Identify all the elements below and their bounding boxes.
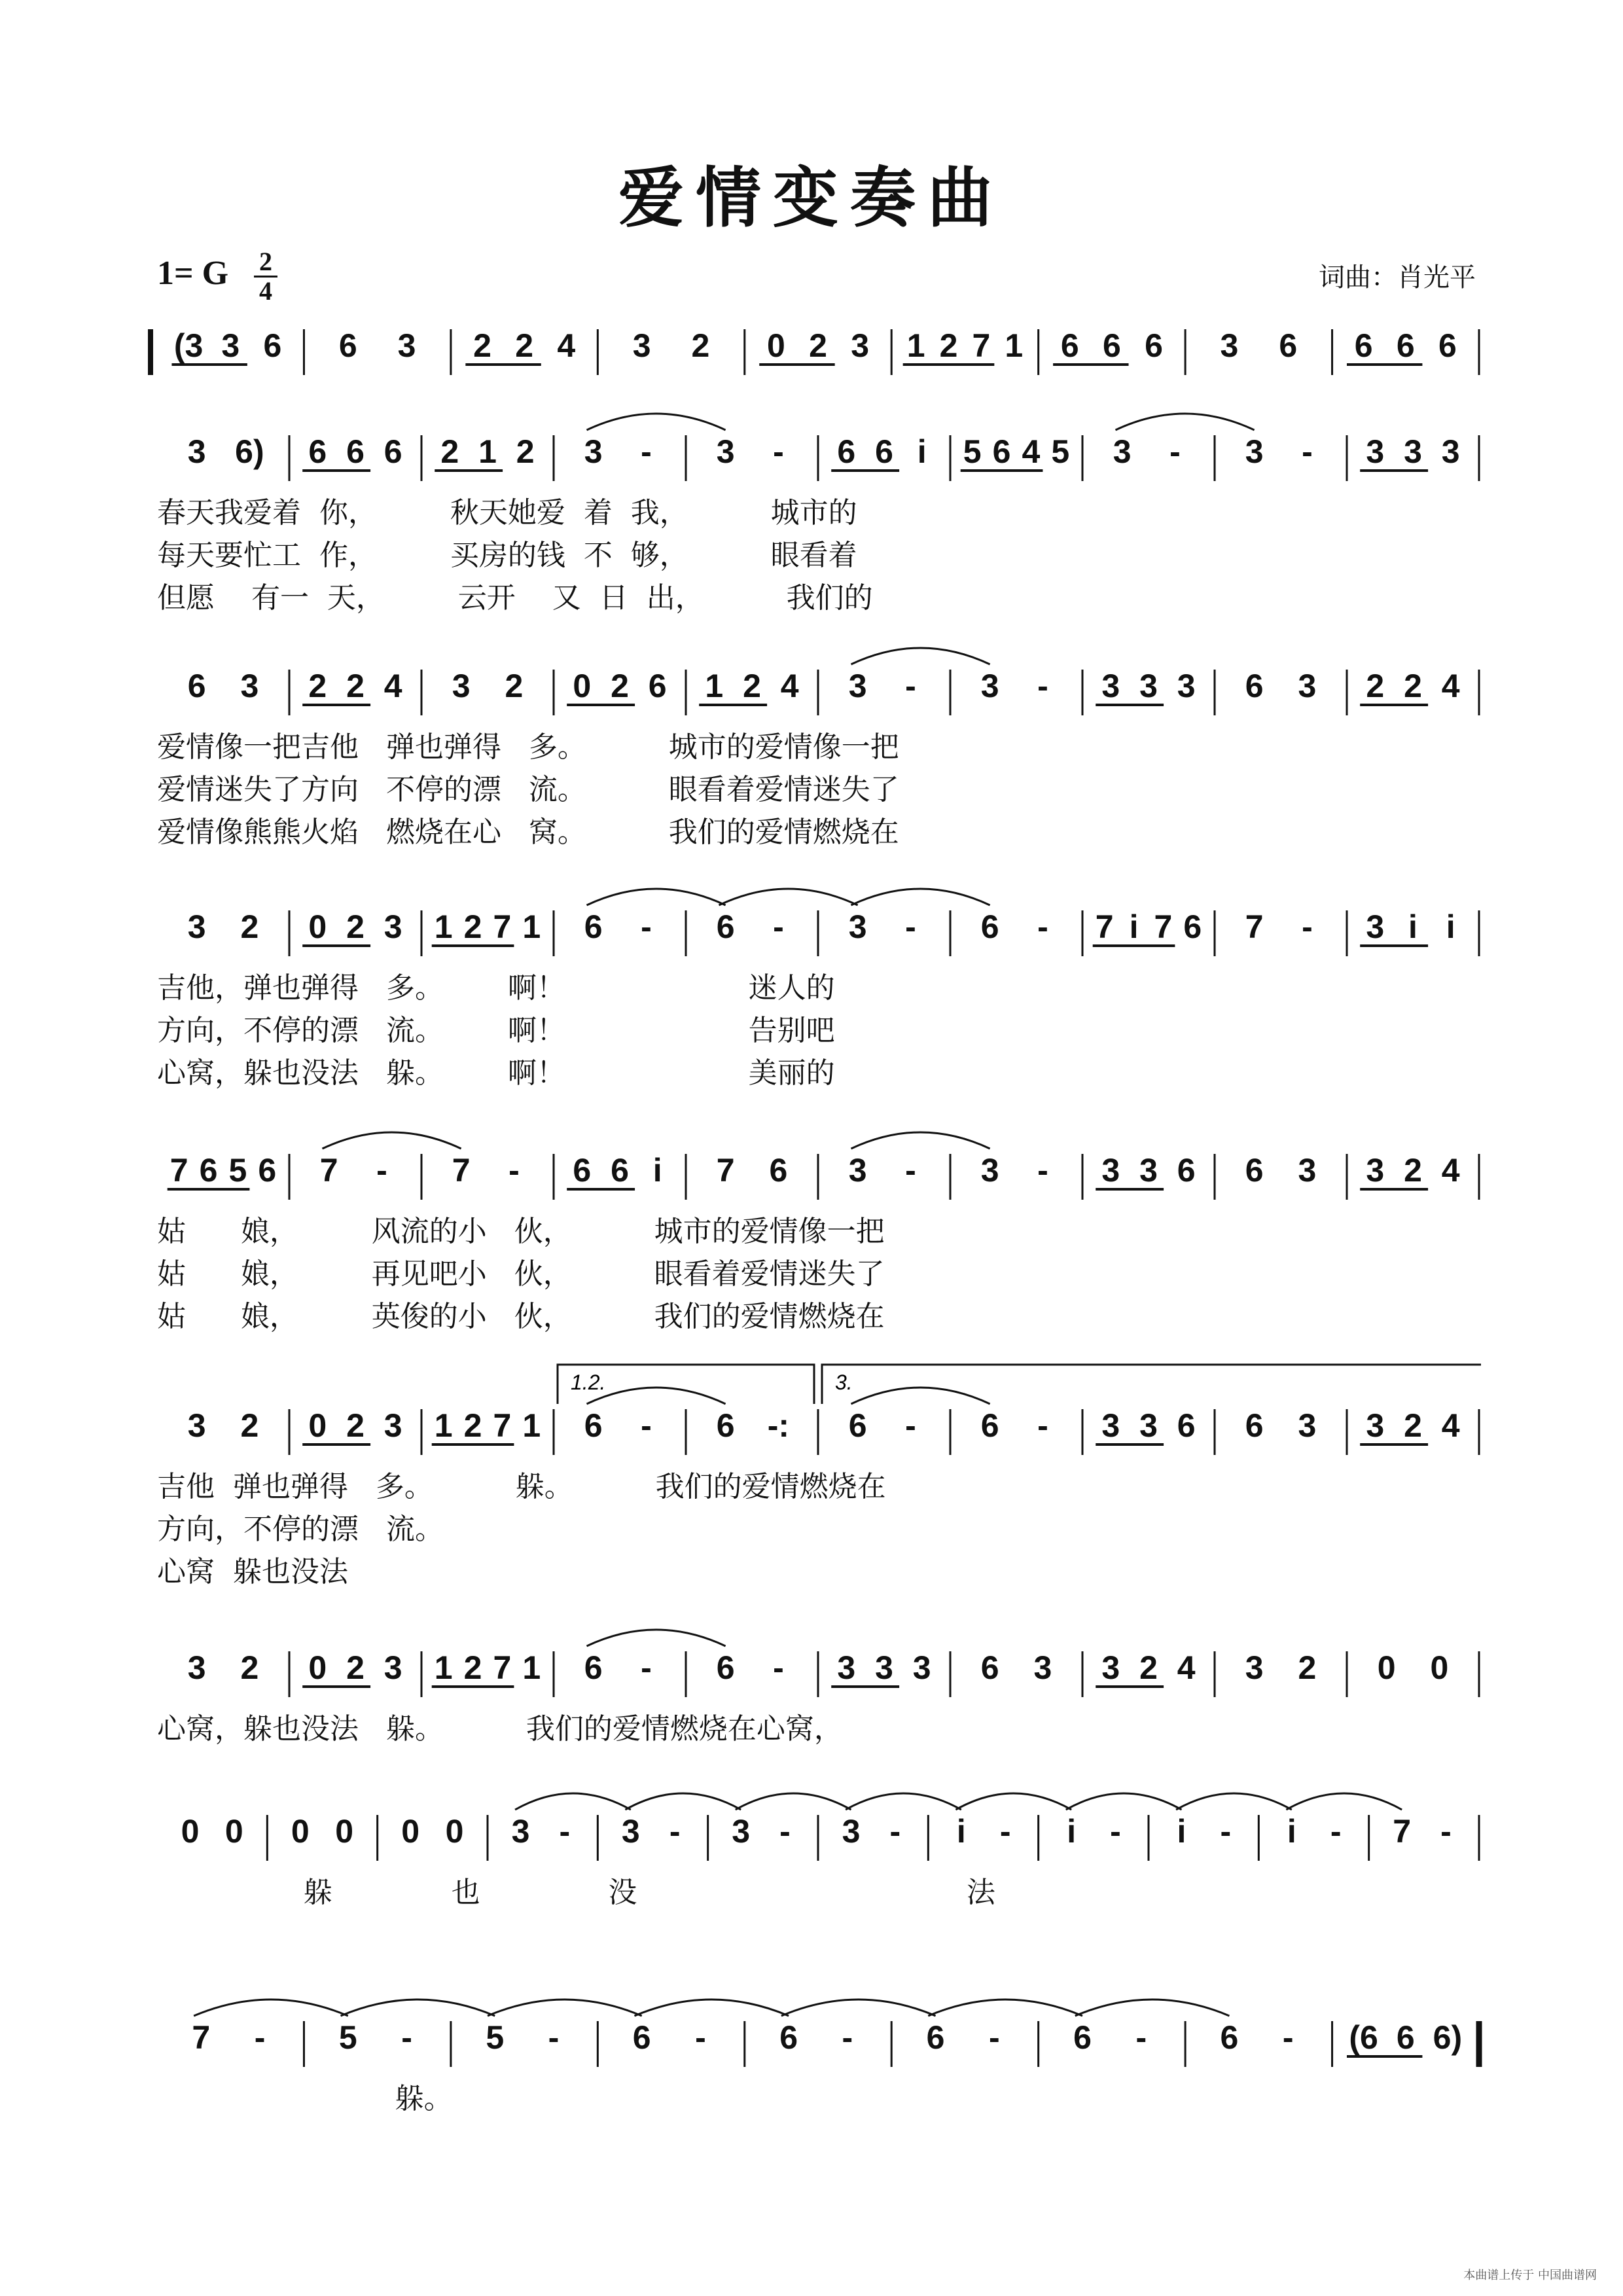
jianpu-note: 6: [980, 908, 999, 945]
jianpu-note: -: [905, 908, 916, 945]
slur-arc: [1066, 1793, 1182, 1810]
volta-second-ending-label: 3.: [835, 1371, 853, 1394]
jianpu-note: 3: [1101, 1649, 1120, 1686]
jianpu-note: 0: [308, 908, 327, 945]
lyric-line: 心窝，躲也没法 躲。 啊！ 美丽的: [157, 1056, 835, 1090]
jianpu-note: -: [1302, 433, 1313, 470]
slur-arc: [851, 1132, 990, 1149]
jianpu-note: 2: [809, 327, 827, 364]
slur-arc: [1075, 2000, 1230, 2016]
jianpu-note: -: [1282, 2019, 1294, 2056]
jianpu-note: 6: [980, 1649, 999, 1686]
jianpu-note: 6: [573, 1152, 592, 1189]
jianpu-note: 4: [557, 327, 576, 364]
jianpu-note: -: [641, 433, 652, 470]
jianpu-note: 3: [240, 668, 259, 704]
jianpu-note: 2: [463, 1407, 482, 1444]
jianpu-note: 3: [1366, 1407, 1385, 1444]
jianpu-note: -: [773, 1649, 784, 1686]
jianpu-note: 2: [1404, 1407, 1422, 1444]
jianpu-note: 6): [1433, 2019, 1463, 2056]
jianpu-note: 3: [848, 1152, 867, 1189]
slur-arc: [781, 2000, 936, 2016]
jianpu-note: 6: [308, 433, 327, 470]
jianpu-note: 3: [511, 1813, 530, 1850]
notation-row: [151, 327, 1479, 375]
jianpu-note: 6: [632, 2019, 651, 2056]
jianpu-note: 3: [842, 1813, 861, 1850]
jianpu-note: 2: [516, 433, 535, 470]
lyric-line: 爱情迷失了方向 不停的漂 流。 眼看着爱情迷失了: [157, 773, 899, 806]
jianpu-note: -: [773, 908, 784, 945]
jianpu-note: -: [999, 1813, 1011, 1850]
jianpu-note: -: [989, 2019, 1000, 2056]
time-top: 2: [259, 247, 272, 276]
jianpu-note: 6: [779, 2019, 798, 2056]
jianpu-note: -:: [767, 1407, 790, 1444]
jianpu-note: 2: [1139, 1649, 1158, 1686]
jianpu-note: 3: [1139, 1407, 1158, 1444]
jianpu-note: 6: [584, 908, 603, 945]
jianpu-note: 6: [346, 433, 365, 470]
jianpu-note: 5: [338, 2019, 357, 2056]
slur-arc: [634, 2000, 789, 2016]
jianpu-note: 0: [291, 1813, 310, 1850]
jianpu-note: 6: [1279, 327, 1298, 364]
jianpu-note: i: [1177, 1813, 1186, 1850]
jianpu-note: 3: [221, 327, 240, 364]
jianpu-note: 0: [1430, 1649, 1449, 1686]
lyric-line: 吉他 弹也弹得 多。 躲。 我们的爱情燃烧在: [157, 1470, 886, 1503]
jianpu-note: 3: [1220, 327, 1239, 364]
jianpu-note: 4: [1441, 1152, 1460, 1189]
jianpu-note: 2: [463, 908, 482, 945]
jianpu-note: 7: [1095, 908, 1114, 945]
jianpu-note: 0: [181, 1813, 200, 1850]
jianpu-note: -: [773, 433, 784, 470]
jianpu-note: i: [917, 433, 927, 470]
jianpu-note: 3: [848, 908, 867, 945]
jianpu-note: -: [508, 1152, 520, 1189]
lyric-line: 每天要忙工 作， 买房的钱 不 够， 眼看着: [157, 539, 857, 572]
jianpu-note: 7: [192, 2019, 211, 2056]
slur-arc: [851, 1388, 990, 1404]
lyric-line: 心窝，躲也没法 躲。 我们的爱情燃烧在心窝，: [157, 1712, 843, 1746]
jianpu-note: 3: [980, 1152, 999, 1189]
jianpu-note: 6: [926, 2019, 945, 2056]
jianpu-note: -: [905, 1152, 916, 1189]
lyric-line: 方向，不停的漂 流。 啊！ 告别吧: [157, 1014, 835, 1047]
jianpu-note: 3: [1177, 668, 1196, 704]
slur-arc: [625, 1793, 741, 1810]
jianpu-note: i: [1067, 1813, 1077, 1850]
jianpu-note: i: [1287, 1813, 1296, 1850]
jianpu-note: 6: [716, 1649, 735, 1686]
jianpu-note: 3: [1245, 433, 1264, 470]
jianpu-note: 3: [1298, 1407, 1317, 1444]
jianpu-note: 3: [383, 1649, 402, 1686]
jianpu-note: 6: [199, 1152, 218, 1189]
jianpu-note: 1: [434, 1407, 453, 1444]
notation-row: [151, 648, 1479, 715]
jianpu-note: 7: [493, 1649, 512, 1686]
jianpu-note: -: [401, 2019, 412, 2056]
jianpu-note: 5: [1051, 433, 1070, 470]
slur-arc: [851, 889, 990, 905]
slur-arc: [719, 889, 858, 905]
jianpu-note: 2: [463, 1649, 482, 1686]
jianpu-note: 3: [848, 668, 867, 704]
jianpu-note: -: [1037, 908, 1048, 945]
jianpu-note: 1: [434, 908, 453, 945]
jianpu-note: (3: [173, 327, 204, 364]
jianpu-note: 3: [632, 327, 651, 364]
slur-arc: [928, 2000, 1082, 2016]
jianpu-note: 3: [1033, 1649, 1052, 1686]
jianpu-note: 7: [1393, 1813, 1412, 1850]
jianpu-note: -: [889, 1813, 901, 1850]
jianpu-note: 7: [1154, 908, 1173, 945]
jianpu-note: 2: [1366, 668, 1385, 704]
jianpu-note: -: [695, 2019, 706, 2056]
jianpu-note: -: [1037, 1407, 1048, 1444]
jianpu-note: 6: [1245, 668, 1264, 704]
jianpu-note: 1: [434, 1649, 453, 1686]
jianpu-note: 3: [716, 433, 735, 470]
jianpu-note: 3: [1101, 668, 1120, 704]
jianpu-note: 6: [716, 1407, 735, 1444]
jianpu-note: 5: [963, 433, 982, 470]
lyric-line: 爱情像一把吉他 弹也弹得 多。 城市的爱情像一把: [157, 730, 899, 764]
jianpu-note: 3: [1298, 668, 1317, 704]
jianpu-note: 3: [1441, 433, 1460, 470]
jianpu-note: 6: [383, 433, 402, 470]
jianpu-note: 3: [1366, 433, 1385, 470]
jianpu-note: 3: [1101, 1152, 1120, 1189]
slur-arc: [587, 1388, 726, 1404]
jianpu-note: -: [641, 1649, 652, 1686]
slur-arc: [1286, 1793, 1402, 1810]
jianpu-note: 3: [383, 908, 402, 945]
notation-row: [151, 1630, 1479, 1697]
jianpu-note: 7: [716, 1152, 735, 1189]
jianpu-note: 3: [875, 1649, 893, 1686]
jianpu-note: 4: [780, 668, 799, 704]
jianpu-note: 6: [263, 327, 282, 364]
jianpu-note: 3: [912, 1649, 931, 1686]
lyric-line: 方向，不停的漂 流。: [157, 1513, 444, 1546]
jianpu-note: 2: [240, 1407, 259, 1444]
slur-arc: [587, 889, 726, 905]
jianpu-note: 6: [1177, 1407, 1196, 1444]
jianpu-note: 0: [308, 1407, 327, 1444]
song-title: 爱情变奏曲: [618, 159, 1005, 236]
jianpu-note: 6: [1438, 327, 1457, 364]
jianpu-note: 2: [1298, 1649, 1317, 1686]
jianpu-note: i: [652, 1152, 662, 1189]
jianpu-note: -: [1037, 1152, 1048, 1189]
slur-arc: [587, 414, 726, 430]
jianpu-note: 0: [766, 327, 785, 364]
jianpu-note: 6: [980, 1407, 999, 1444]
jianpu-note: 6: [1220, 2019, 1239, 2056]
lyric-line: 姑 娘， 风流的小 伙， 城市的爱情像一把: [157, 1215, 885, 1248]
jianpu-note: 2: [473, 327, 491, 364]
jianpu-note: 3: [621, 1813, 640, 1850]
jianpu-note: 1: [522, 908, 541, 945]
jianpu-note: -: [1440, 1813, 1452, 1850]
jianpu-note: -: [905, 668, 916, 704]
jianpu-note: -: [641, 908, 652, 945]
jianpu-note: -: [1110, 1813, 1121, 1850]
jianpu-note: 7: [972, 327, 991, 364]
composer-credit: 词曲：肖光平: [1319, 262, 1476, 293]
jianpu-note: 7: [493, 908, 512, 945]
jianpu-note: 3: [1298, 1152, 1317, 1189]
jianpu-note: -: [1220, 1813, 1232, 1850]
jianpu-note: 3: [187, 1649, 206, 1686]
jianpu-note: -: [669, 1813, 681, 1850]
jianpu-note: 2: [611, 668, 629, 704]
jianpu-note: 2: [308, 668, 327, 704]
jianpu-note: -: [376, 1152, 387, 1189]
jianpu-note: 3: [1366, 908, 1385, 945]
jianpu-note: 0: [445, 1813, 464, 1850]
jianpu-note: 6: [848, 1407, 867, 1444]
jianpu-note: 2: [743, 668, 761, 704]
slur-arc: [846, 1793, 961, 1810]
jianpu-note: 5: [228, 1152, 247, 1189]
notation-row: [151, 414, 1479, 481]
jianpu-note: 4: [1022, 433, 1041, 470]
jianpu-note: 3: [1366, 1152, 1385, 1189]
site-watermark: 本曲谱上传于 中国曲谱网: [1463, 2269, 1597, 2282]
jianpu-note: 3: [383, 1407, 402, 1444]
jianpu-note: -: [559, 1813, 571, 1850]
jianpu-note: i: [1446, 908, 1455, 945]
jianpu-note: 6: [584, 1649, 603, 1686]
jianpu-note: 6: [258, 1152, 277, 1189]
volta-second-ending: [822, 1365, 1481, 1404]
jianpu-note: 4: [1441, 1407, 1460, 1444]
jianpu-note: i: [1129, 908, 1139, 945]
jianpu-note: 2: [346, 1649, 365, 1686]
jianpu-note: 3: [851, 327, 870, 364]
key-signature: 1= G: [157, 255, 229, 292]
jianpu-note: (6: [1349, 2019, 1378, 2056]
jianpu-note: 6: [837, 433, 856, 470]
jianpu-note: 6: [716, 908, 735, 945]
jianpu-note: 3: [1139, 668, 1158, 704]
slur-arc: [323, 1132, 461, 1149]
jianpu-note: 4: [1177, 1649, 1196, 1686]
jianpu-note: 6: [1245, 1407, 1264, 1444]
jianpu-note: 2: [346, 668, 365, 704]
jianpu-note: 6: [875, 433, 893, 470]
jianpu-note: 2: [1404, 1152, 1422, 1189]
time-bottom: 4: [259, 276, 272, 306]
jianpu-note: 7: [169, 1152, 188, 1189]
jianpu-note: 7: [1245, 908, 1264, 945]
lyric-line: 吉他，弹也弹得 多。 啊！ 迷人的: [157, 971, 835, 1005]
slur-arc: [1176, 1793, 1292, 1810]
jianpu-note: 2: [691, 327, 710, 364]
jianpu-note: 3: [837, 1649, 856, 1686]
slur-arc: [587, 1630, 726, 1646]
jianpu-note: 3: [1404, 433, 1422, 470]
lyric-line: 姑 娘， 再见吧小 伙， 眼看着爱情迷失了: [157, 1257, 885, 1291]
jianpu-note: 4: [383, 668, 402, 704]
jianpu-note: 3: [584, 433, 603, 470]
jianpu-note: 1: [1005, 327, 1024, 364]
jianpu-note: 0: [401, 1813, 420, 1850]
jianpu-note: 3: [980, 668, 999, 704]
jianpu-note: 3: [187, 1407, 206, 1444]
jianpu-note: 6: [1102, 327, 1121, 364]
jianpu-note: -: [254, 2019, 266, 2056]
volta-first-ending-label: 1.2.: [571, 1371, 606, 1394]
jianpu-note: -: [842, 2019, 853, 2056]
jianpu-note: 6: [769, 1152, 788, 1189]
jianpu-note: -: [1135, 2019, 1147, 2056]
jianpu-note: 1: [522, 1407, 541, 1444]
jianpu-note: -: [1037, 668, 1048, 704]
jianpu-note: 0: [1377, 1649, 1396, 1686]
jianpu-note: 2: [240, 1649, 259, 1686]
jianpu-note: 2: [939, 327, 958, 364]
jianpu-note: 6: [1060, 327, 1079, 364]
lyric-line: 春天我爱着 你， 秋天她爱 着 我， 城市的: [157, 496, 857, 529]
jianpu-note: i: [1408, 908, 1418, 945]
lyric-line: 心窝 躲也没法: [157, 1555, 348, 1588]
jianpu-note: 6: [1145, 327, 1163, 364]
jianpu-note: 0: [335, 1813, 354, 1850]
slur-arc: [736, 1793, 851, 1810]
jianpu-note: 3: [732, 1813, 751, 1850]
jianpu-note: 0: [224, 1813, 243, 1850]
jianpu-note: -: [548, 2019, 560, 2056]
jianpu-note: 6: [648, 668, 667, 704]
notation-row: [151, 2000, 1479, 2067]
jianpu-note: 6: [1177, 1152, 1196, 1189]
jianpu-note: 6: [1396, 327, 1415, 364]
notation-row: [151, 889, 1479, 956]
jianpu-note: 1: [906, 327, 925, 364]
jianpu-note: 1: [522, 1649, 541, 1686]
jianpu-note: 4: [1441, 668, 1460, 704]
jianpu-note: 7: [493, 1407, 512, 1444]
jianpu-note: 6: [611, 1152, 629, 1189]
lyric-line: 躲 也 没 法: [157, 1876, 995, 1909]
jianpu-note: 7: [319, 1152, 338, 1189]
jianpu-note: 6): [235, 433, 264, 470]
jianpu-note: 7: [452, 1152, 471, 1189]
jianpu-note: 6: [1396, 2019, 1415, 2056]
jianpu-note: 5: [486, 2019, 505, 2056]
notation-row: [151, 1132, 1479, 1200]
jianpu-note: 1: [705, 668, 724, 704]
slur-arc: [851, 648, 990, 664]
lyric-line: 姑 娘， 英俊的小 伙， 我们的爱情燃烧在: [157, 1300, 885, 1333]
lyric-line: 躲。: [157, 2082, 453, 2115]
jianpu-note: 2: [515, 327, 534, 364]
jianpu-note: 3: [397, 327, 416, 364]
jianpu-note: 6: [187, 668, 206, 704]
jianpu-note: 3: [1101, 1407, 1120, 1444]
jianpu-note: 6: [584, 1407, 603, 1444]
jianpu-note: 2: [346, 908, 365, 945]
jianpu-note: 6: [1354, 327, 1373, 364]
jianpu-note: -: [779, 1813, 791, 1850]
slur-arc: [488, 2000, 642, 2016]
jianpu-note: 1: [478, 433, 497, 470]
jianpu-note: 0: [573, 668, 592, 704]
jianpu-note: 3: [187, 433, 206, 470]
jianpu-note: 2: [1404, 668, 1422, 704]
jianpu-note: 3: [1113, 433, 1132, 470]
slur-arc: [194, 2000, 348, 2016]
jianpu-note: 2: [440, 433, 459, 470]
slur-arc: [515, 1793, 631, 1810]
jianpu-note: 3: [452, 668, 471, 704]
jianpu-note: 0: [308, 1649, 327, 1686]
jianpu-note: 2: [346, 1407, 365, 1444]
jianpu-note: -: [641, 1407, 652, 1444]
jianpu-note: 6: [1183, 908, 1202, 945]
slur-arc: [955, 1793, 1071, 1810]
jianpu-note: -: [1169, 433, 1181, 470]
jianpu-note: 3: [1139, 1152, 1158, 1189]
jianpu-note: 2: [240, 908, 259, 945]
jianpu-note: 6: [992, 433, 1011, 470]
notation-row: [151, 1365, 1481, 1455]
jianpu-note: -: [1330, 1813, 1342, 1850]
jianpu-note: 2: [505, 668, 524, 704]
jianpu-note: i: [956, 1813, 966, 1850]
lyric-line: 爱情像熊熊火焰 燃烧在心 窝。 我们的爱情燃烧在: [157, 816, 899, 849]
jianpu-note: 6: [1073, 2019, 1092, 2056]
jianpu-note: -: [1302, 908, 1313, 945]
jianpu-note: 3: [187, 908, 206, 945]
notation-row: [151, 1793, 1479, 1861]
jianpu-note: 3: [1245, 1649, 1264, 1686]
slur-arc: [341, 2000, 495, 2016]
jianpu-note: 6: [1245, 1152, 1264, 1189]
lyric-line: 但愿 有一 天， 云开 又 日 出， 我们的: [157, 581, 873, 615]
slur-arc: [1116, 414, 1255, 430]
jianpu-note: -: [905, 1407, 916, 1444]
jianpu-note: 6: [338, 327, 357, 364]
